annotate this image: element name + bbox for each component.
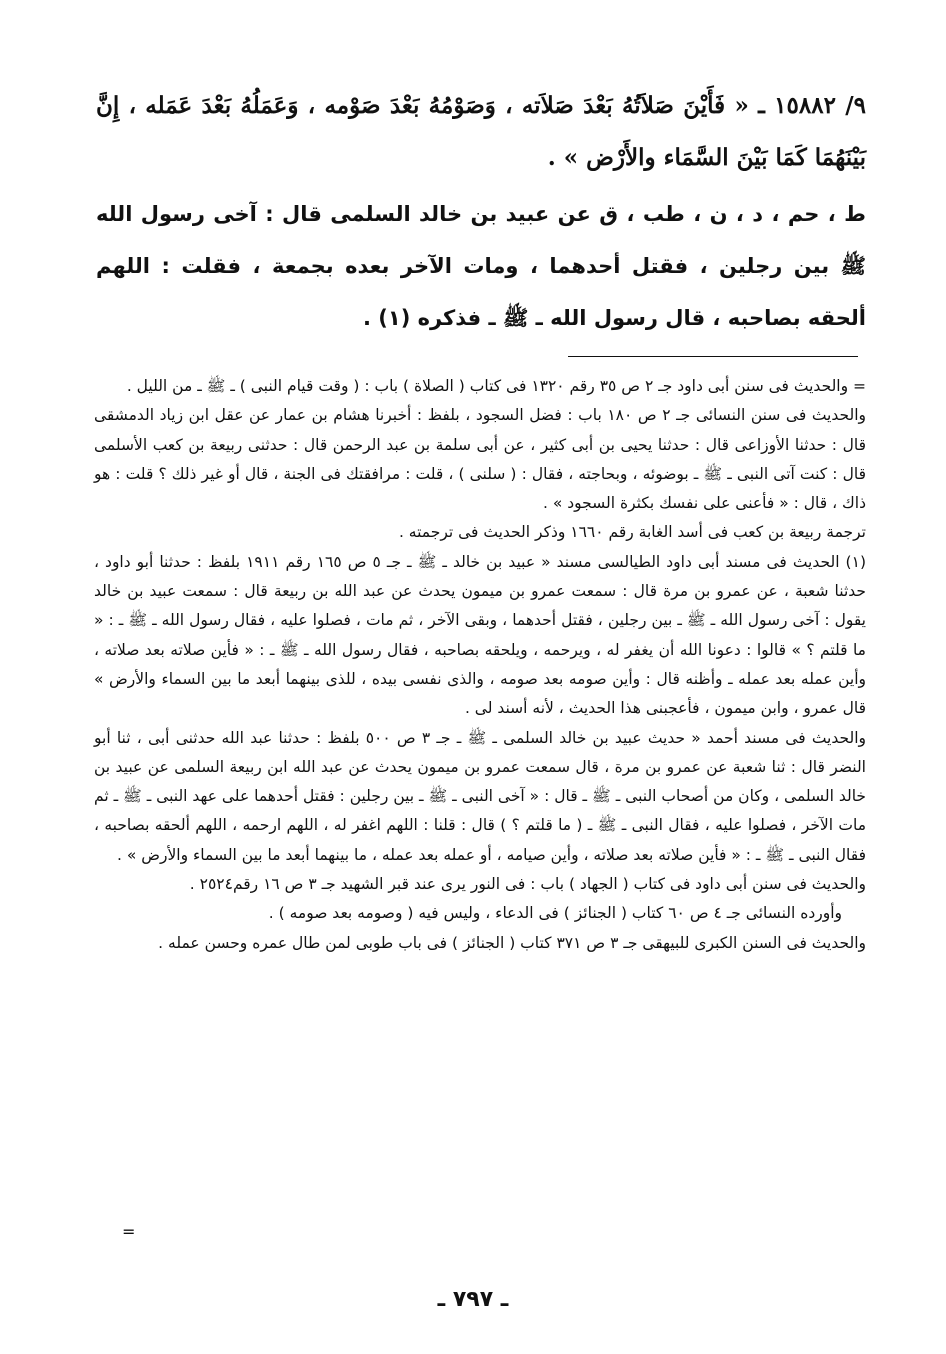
hadith-source: ط ، حم ، د ، ن ، طب ، ق عن عبيد بن خالد السلمى قال : آخى رسول الله ﷺ بين رجلين ، فقتل أحدهما ، ومات الآخر بعده بجمعة ، فقلت : اللهم ألحقه بصاحبه ، قال رسول الله ـ ﷺ ـ فذكره (١) . bbox=[96, 202, 866, 330]
footnote-paragraph: (١) الحديث فى مسند أبى داود الطيالسى مسند « عبيد بن خالد ـ ﷺ ـ جـ ٥ ص ١٦٥ رقم ١٩١١ بلفظ : حدثنا أبو داود ، حدثنا شعبة ، عن عمرو بن مرة قال : سمعت عمرو بن ميمون يحدث عن عبد الله بن ربيعة قال : سمعت عبيد بن خالد يقول : آخى رسول الله ـ ﷺ ـ بين رجلين ، فقتل أحدهما ، وبقى الآخر ، ثم مات ، فصلوا عليه ، فقال رسول الله ـ ﷺ ـ : « ما قلتم ؟ » قالوا : دعونا الله أن يغفر له ، ويرحمه ، ويلحقه بصاحبه ، فقال رسول الله ـ ﷺ ـ : « فأين صلاته بعد صلاته ، وأين عمله بعد عمله ـ وأظنه قال : وأين صومه بعد صومه ، والذى نفسى بيده ، للذى بينهما أبعد ما بين السماء والأرض » قال عمرو ، وابن ميمون ، فأعجبنى هذا الحديث ، لأنه أسند لى . bbox=[94, 552, 866, 718]
page-number: ـ ٧٩٧ ـ bbox=[437, 1287, 509, 1312]
hadith-block bbox=[96, 80, 866, 344]
footnote-paragraph: والحديث فى سنن أبى داود فى كتاب ( الجهاد ) باب : فى النور يرى عند قبر الشهيد جـ ٣ ص ١٦ رقم٢٥٢٤ . bbox=[189, 875, 866, 894]
footnotes bbox=[94, 372, 866, 958]
footnote-paragraph: والحديث فى مسند أحمد « حديث عبيد بن خالد السلمى ـ ﷺ ـ جـ ٣ ص ٥٠٠ بلفظ : حدثنا عبد الله حدثنى أبى ، ثنا أبو النضر قال : ثنا شعبة عن عمرو بن مرة ، قال سمعت عمرو بن ميمون يحدث عن عبد الله ابن ربيعة السلمى عن عبيد بن خالد السلمى ، وكان من أصحاب النبى ـ ﷺ ـ قال : « آخى النبى ـ ﷺ ـ بين رجلين : فقتل أحدهما على عهد النبى ـ ﷺ ـ ثم مات الآخر ، فصلوا عليه ، فقال النبى ـ ﷺ ـ ( ما قلتم ؟ ) قال : قلنا : اللهم اغفر له ، اللهم ارحمه ، اللهم ألحقه بصاحبه ، فقال النبى ـ ﷺ ـ : « فأين صلاته بعد صلاته ، وأين صيامه ، أو عمله بعد عمله ، ما بينهما أبعد ما بين السماء والأرض » . bbox=[94, 728, 867, 864]
footnote-paragraph: وأورده النسائى جـ ٤ ص ٦٠ كتاب ( الجنائز ) فى الدعاء ، وليس فيه ( وصومه بعد صومه ) . bbox=[268, 904, 842, 923]
footnote-paragraph: والحديث فى سنن النسائى جـ ٢ ص ١٨٠ باب : فضل السجود ، بلفظ : أخبرنا هشام بن عمار عن عقل ابن زياد الدمشقى قال : حدثنا الأوزاعى قال : حدثنا يحيى بن أبى كثير ، عن أبى سلمة بن عبد الرحمن قال : حدثنى ربيعة بن كعب الأسلمى قال : كنت آتى النبى ـ ﷺ ـ بوضوئه ، وبحاجته ، فقال : ( سلنى ) ، قلت : مرافقتك فى الجنة ، قال أو غير ذلك ؟ قلت : هو ذاك ، قال : « فأعنى على نفسك بكثرة السجود » . bbox=[94, 406, 867, 513]
footnote-separator bbox=[568, 356, 858, 357]
footnote-paragraph: = والحديث فى سنن أبى داود جـ ٢ ص ٣٥ رقم ١٣٢٠ فى كتاب ( الصلاة ) باب : ( وقت قيام النبى ) ـ ﷺ ـ من الليل . bbox=[126, 377, 866, 395]
footnote-paragraph: ترجمة ربيعة بن كعب فى أسد الغابة رقم ١٦٦٠ وذكر الحديث فى ترجمته . bbox=[398, 523, 866, 542]
footnote-paragraph: والحديث فى السنن الكبرى للبيهقى جـ ٣ ص ٣٧١ كتاب ( الجنائز ) فى باب طوبى لمن طال عمره وحسن عمله . bbox=[158, 933, 866, 952]
hadith-text: ٩/ ١٥٨٨٢ ـ « فَأَيْنَ صَلاَتُهُ بَعْدَ صَلاَته ، وَصَوْمُهُ بَعْدَ صَوْمه ، وَعَمَلُهُ بَعْدَ عَمَله ، إِنَّ بَيْنَهُمَا كَمَا بَيْنَ السَّمَاء والأَرْض » . bbox=[96, 92, 866, 171]
continuation-mark: = bbox=[122, 1222, 136, 1241]
